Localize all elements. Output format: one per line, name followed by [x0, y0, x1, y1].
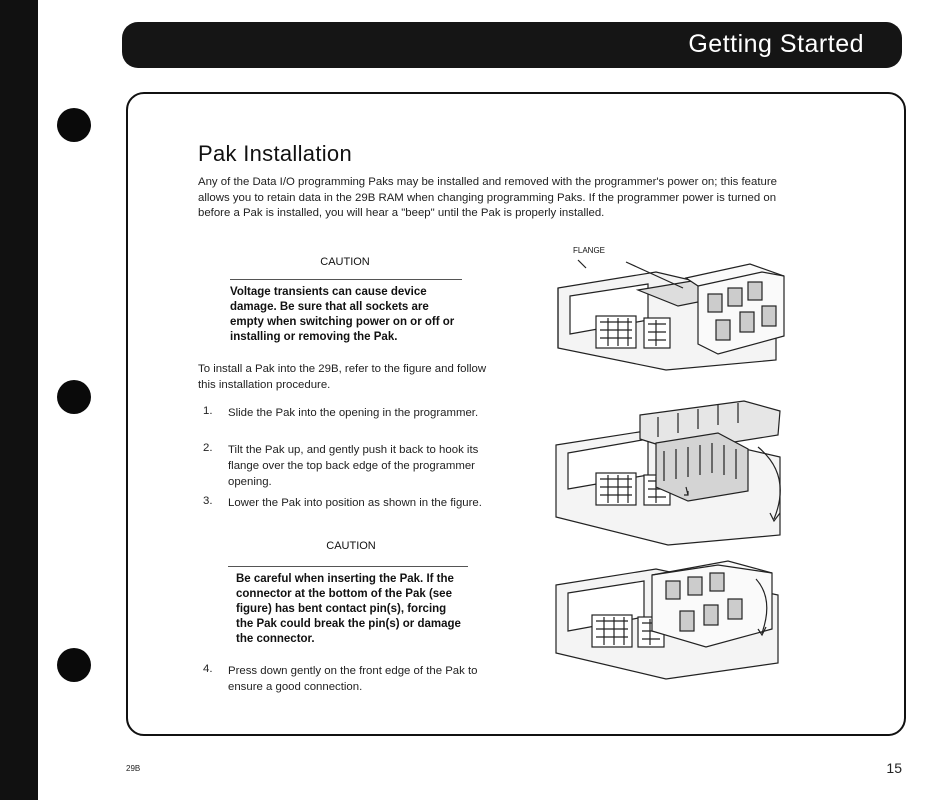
chapter-banner	[122, 22, 902, 68]
figure-step3-illustration	[548, 555, 798, 690]
step-text-2: Tilt the Pak up, and gently push it back to hook its flange over the top back edge of the programmer opening.	[228, 444, 479, 488]
caution-label-2: CAUTION	[326, 540, 376, 552]
chapter-title: Getting Started	[688, 30, 864, 58]
caution-label-1: CAUTION	[320, 256, 370, 268]
install-intro: To install a Pak into the 29B, refer to the figure and follow this installation procedure.	[198, 363, 487, 391]
binder-hole-top	[57, 108, 91, 142]
page-number: 15	[886, 760, 902, 776]
page-binding-edge	[0, 0, 38, 800]
step-number-2: 2.	[203, 442, 213, 454]
step-text-4: Press down gently on the front edge of the Pak to ensure a good connection.	[228, 665, 478, 693]
step-number-1: 1.	[203, 405, 213, 417]
step-number-3: 3.	[203, 495, 213, 507]
caution-divider-2	[228, 566, 468, 567]
binder-hole-bottom	[57, 648, 91, 682]
figure-step1-illustration	[548, 250, 798, 375]
binder-hole-middle	[57, 380, 91, 414]
caution-text-2: Be careful when inserting the Pak. If the connector at the bottom of the Pak (see figure) has bent contact pin(s), forcing the Pak could break the pin(s) or damage the connector.	[236, 573, 461, 645]
section-title: Pak Installation	[198, 141, 352, 166]
figure-step2-illustration	[548, 395, 798, 555]
step-text-1: Slide the Pak into the opening in the programmer.	[228, 407, 479, 419]
flange-label: FLANGE	[573, 246, 606, 255]
intro-paragraph: Any of the Data I/O programming Paks may be installed and removed with the programmer's power on; this feature allows you to retain data in the 29B RAM when changing programming Paks. If the programmer power is turned on before a Pak is installed, you will hear a "beep" until the Pak is properly installed.	[198, 176, 777, 219]
step-number-4: 4.	[203, 663, 213, 675]
caution-divider-1	[230, 279, 462, 280]
caution-text-1: Voltage transients can cause device damage. Be sure that all sockets are empty when switching power on or off or installing or removing the Pak.	[230, 286, 455, 343]
footer-model: 29B	[126, 764, 141, 773]
step-text-3: Lower the Pak into position as shown in the figure.	[228, 497, 482, 509]
